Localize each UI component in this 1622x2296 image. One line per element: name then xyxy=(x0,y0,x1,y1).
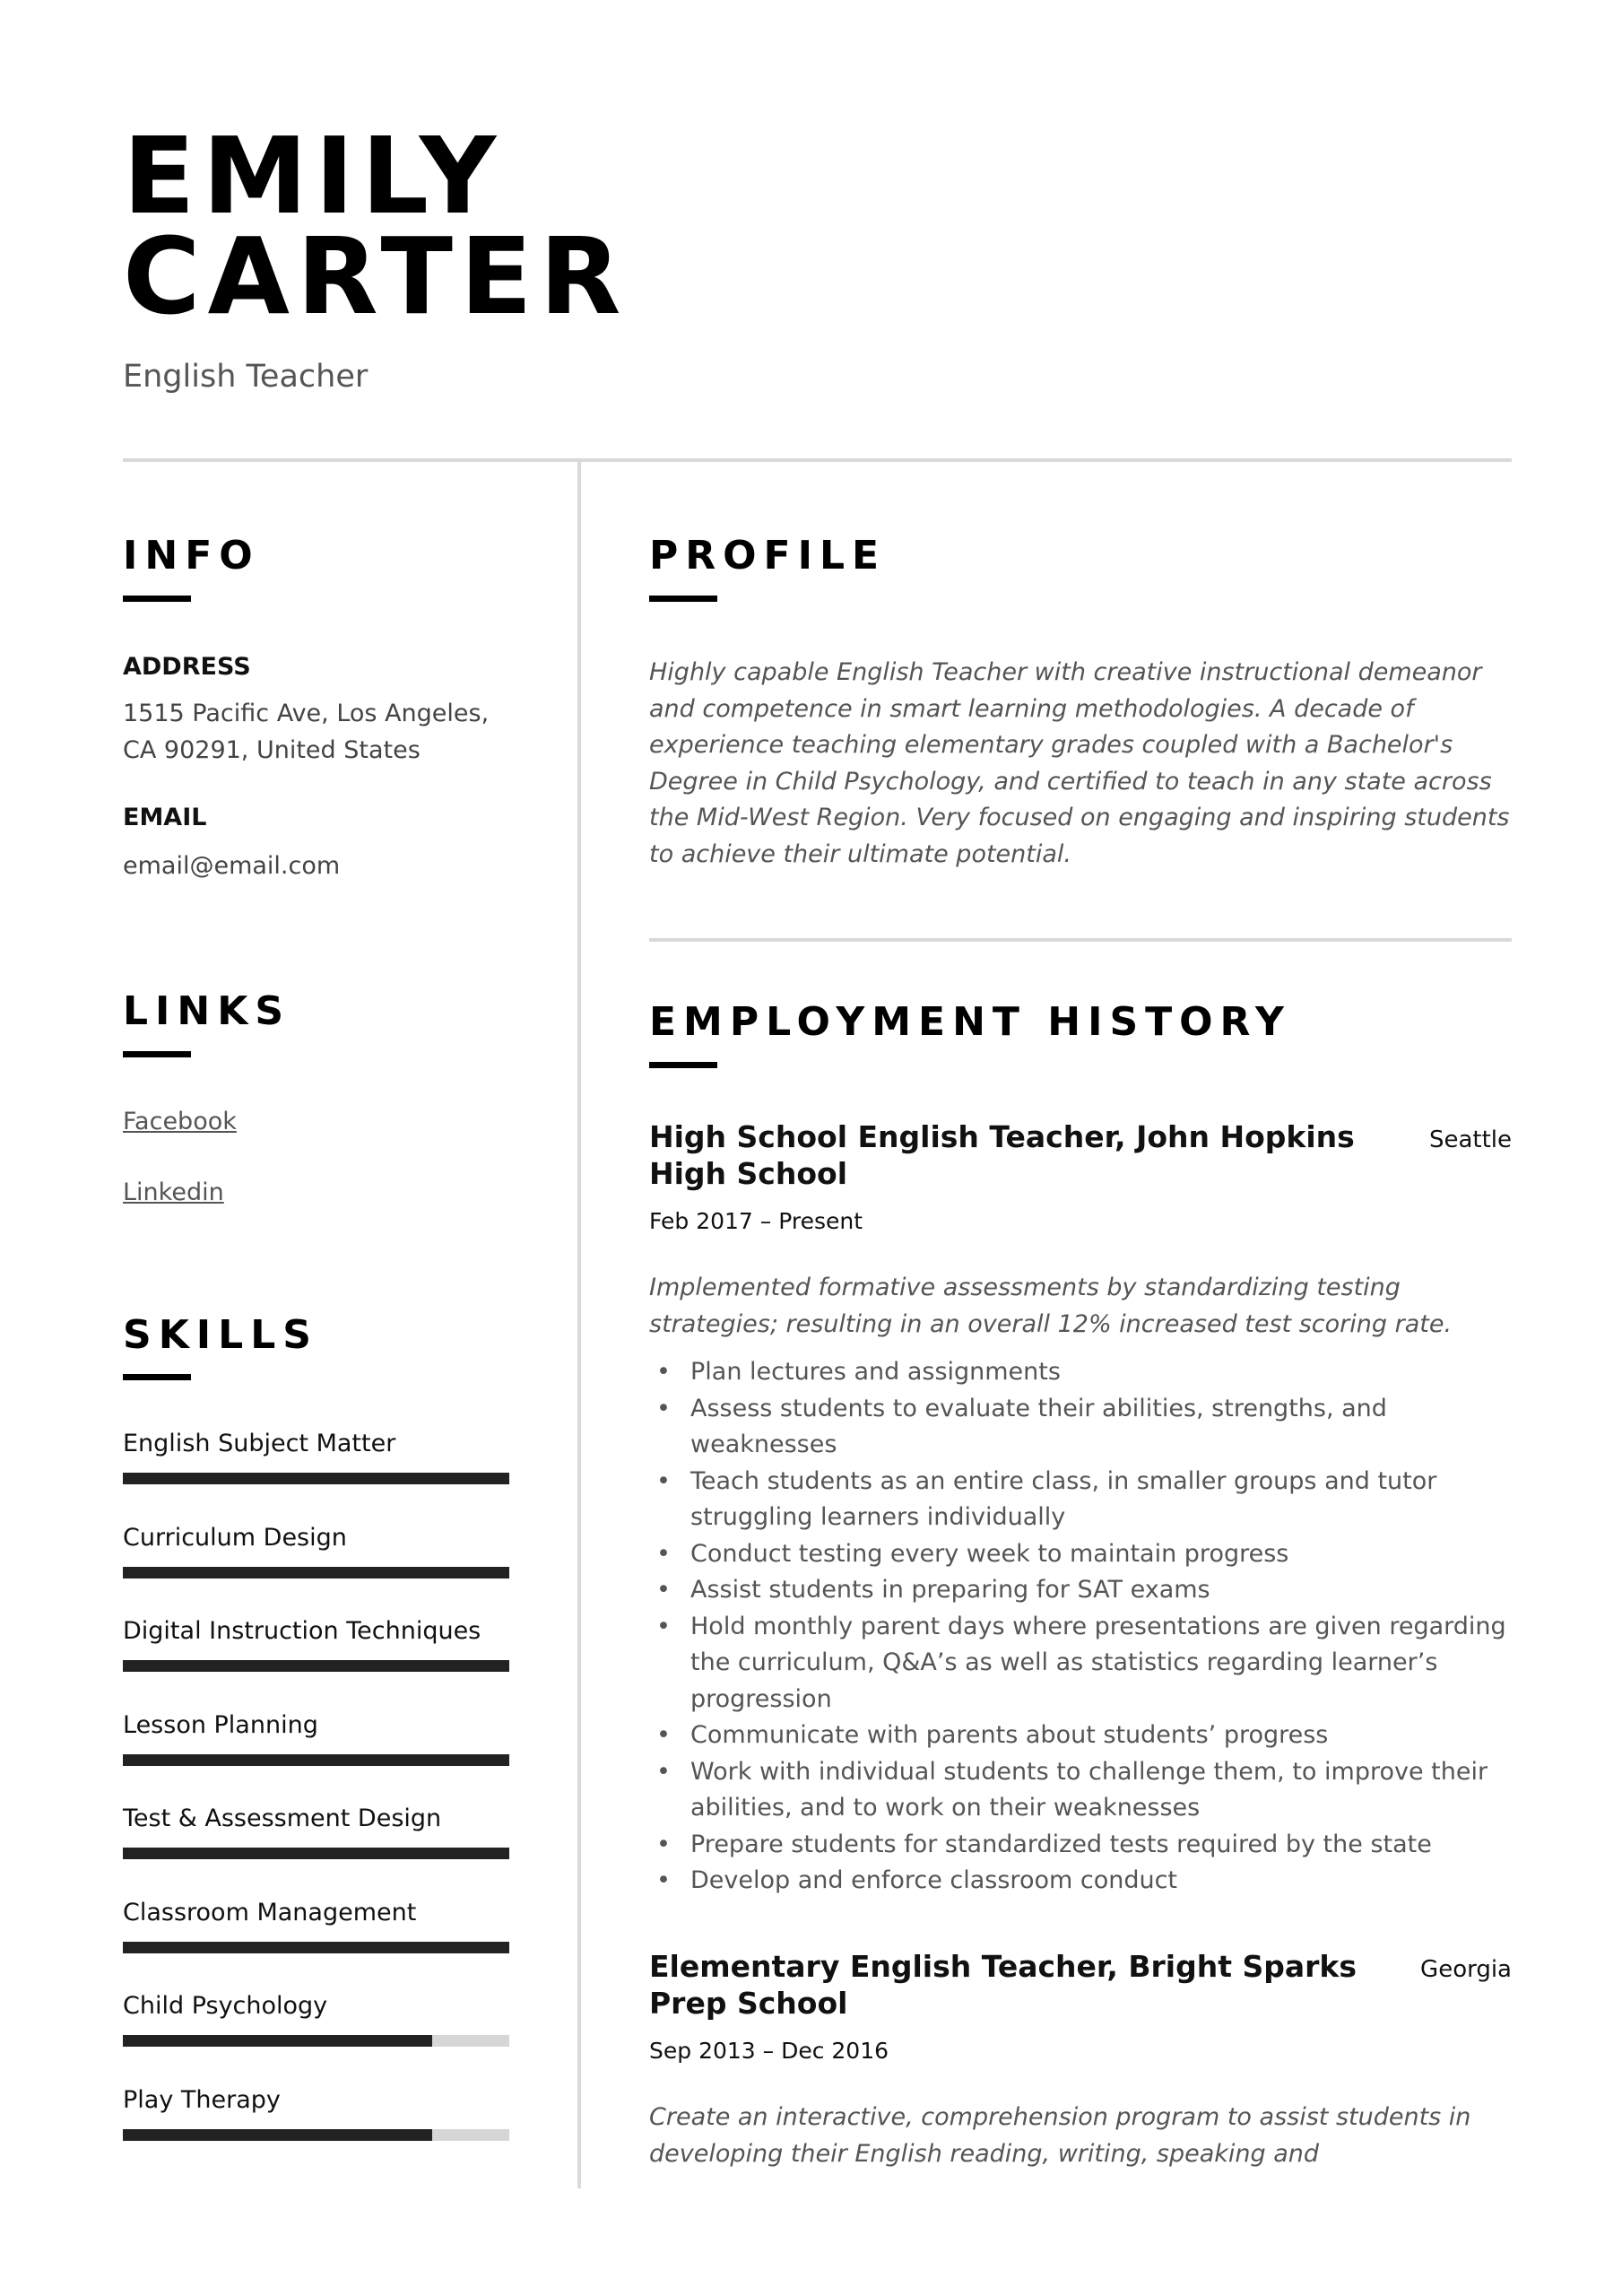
skill-item xyxy=(123,1711,509,1766)
first-name: EMILY xyxy=(123,114,504,238)
candidate-name xyxy=(123,114,629,338)
skill-level-bar xyxy=(123,2035,509,2047)
duty-item: • Prepare students for standardized tests required by the state xyxy=(649,1827,1512,1864)
duty-item: • Assess students to evaluate their abilities, strengths, and weaknesses xyxy=(649,1391,1512,1464)
last-name: CARTER xyxy=(123,214,629,338)
section-divider xyxy=(649,938,1512,942)
skill-item xyxy=(123,1617,509,1672)
skill-name: Classroom Management xyxy=(123,1898,417,1926)
skill-name: English Subject Matter xyxy=(123,1430,396,1457)
job-title: English Teacher xyxy=(123,359,369,395)
skill-item xyxy=(123,1805,509,1859)
job-summary-2: Create an interactive, comprehension program to assist students in developing their English reading, writing, speaking and xyxy=(649,2103,1471,2168)
profile-heading: PROFILE xyxy=(649,533,887,578)
heading-bar xyxy=(649,1062,717,1068)
skill-level-fill xyxy=(123,1754,509,1766)
job-location-2: Georgia xyxy=(1420,1956,1512,1983)
skill-level-fill xyxy=(123,1942,509,1953)
skill-name: Curriculum Design xyxy=(123,1523,347,1552)
job-location-1: Seattle xyxy=(1428,1126,1512,1153)
skill-level-bar xyxy=(123,1754,509,1766)
skill-level-fill xyxy=(123,1567,509,1578)
facebook-link[interactable]: Facebook xyxy=(123,1108,237,1135)
duty-item: • Plan lectures and assignments xyxy=(649,1354,1512,1391)
job-duties-list xyxy=(649,1354,1512,1900)
employment-heading: EMPLOYMENT HISTORY xyxy=(649,999,1291,1045)
duty-item: • Develop and enforce classroom conduct xyxy=(649,1863,1512,1900)
heading-bar xyxy=(123,596,191,602)
heading-bar xyxy=(123,1374,191,1380)
duty-item: • Hold monthly parent days where presentations are given regarding the curriculum, Q&A’s as well as statistics regarding learner’s progression xyxy=(649,1609,1512,1718)
skill-level-fill xyxy=(123,2035,432,2047)
address-line: CA 90291, United States xyxy=(123,736,421,764)
skill-level-bar xyxy=(123,1848,509,1859)
profile-text: Highly capable English Teacher with creative instructional demeanor and competence in smart learning methodologies. A decade of experience teaching elementary grades coupled with a Bachelor's Degree in Child Psychology, and certified to teach in any state across the Mid-West Region. Very focused on engaging and inspiring students to achieve their ultimate potential. xyxy=(649,658,1510,868)
skill-name: Test & Assessment Design xyxy=(123,1805,442,1832)
duty-item: • Work with individual students to challenge them, to improve their abilities, and to work on their weaknesses xyxy=(649,1754,1512,1827)
job-dates-2: Sep 2013 – Dec 2016 xyxy=(649,2038,889,2064)
skill-item xyxy=(123,2086,509,2141)
skill-item xyxy=(123,1430,509,1484)
skill-level-fill xyxy=(123,1660,509,1672)
job-title-1: High School English Teacher, John Hopkins High School xyxy=(649,1119,1355,1191)
skill-level-bar xyxy=(123,1567,509,1578)
skill-level-bar xyxy=(123,1942,509,1953)
skill-level-bar xyxy=(123,2129,509,2141)
duty-item: • Assist students in preparing for SAT exams xyxy=(649,1572,1512,1609)
email-label: EMAIL xyxy=(123,804,207,831)
skill-level-bar xyxy=(123,1473,509,1484)
skill-level-fill xyxy=(123,2129,432,2141)
heading-bar xyxy=(123,1051,191,1057)
heading-bar xyxy=(649,596,717,602)
job-summary-1: Implemented formative assessments by standardizing testing strategies; resulting in an overall 12% increased test scoring rate. xyxy=(649,1274,1453,1338)
address-label: ADDRESS xyxy=(123,653,251,681)
skill-name: Digital Instruction Techniques xyxy=(123,1617,481,1645)
skill-name: Play Therapy xyxy=(123,2085,281,2114)
duty-item: • Communicate with parents about students’ progress xyxy=(649,1718,1512,1754)
skill-name: Child Psychology xyxy=(123,1992,328,2020)
links-heading: LINKS xyxy=(123,988,291,1034)
linkedin-link[interactable]: Linkedin xyxy=(123,1178,224,1206)
address-line: 1515 Pacific Ave, Los Angeles, xyxy=(123,700,490,727)
skill-item xyxy=(123,1899,509,1953)
skill-name: Lesson Planning xyxy=(123,1710,318,1739)
info-heading: INFO xyxy=(123,533,260,578)
email-value: email@email.com xyxy=(123,852,341,880)
job-dates-1: Feb 2017 – Present xyxy=(649,1208,863,1234)
skills-heading: SKILLS xyxy=(123,1312,318,1358)
address xyxy=(123,695,489,769)
skill-level-bar xyxy=(123,1660,509,1672)
skill-level-fill xyxy=(123,1848,509,1859)
header-divider xyxy=(123,458,1512,462)
column-divider xyxy=(577,460,581,2188)
duty-item: • Teach students as an entire class, in smaller groups and tutor struggling learners individually xyxy=(649,1464,1512,1536)
skill-item xyxy=(123,1992,509,2047)
job-title-2: Elementary English Teacher, Bright Sparks Prep School xyxy=(649,1949,1357,2021)
skill-item xyxy=(123,1524,509,1578)
duty-item: • Conduct testing every week to maintain progress xyxy=(649,1536,1512,1573)
skill-level-fill xyxy=(123,1473,509,1484)
